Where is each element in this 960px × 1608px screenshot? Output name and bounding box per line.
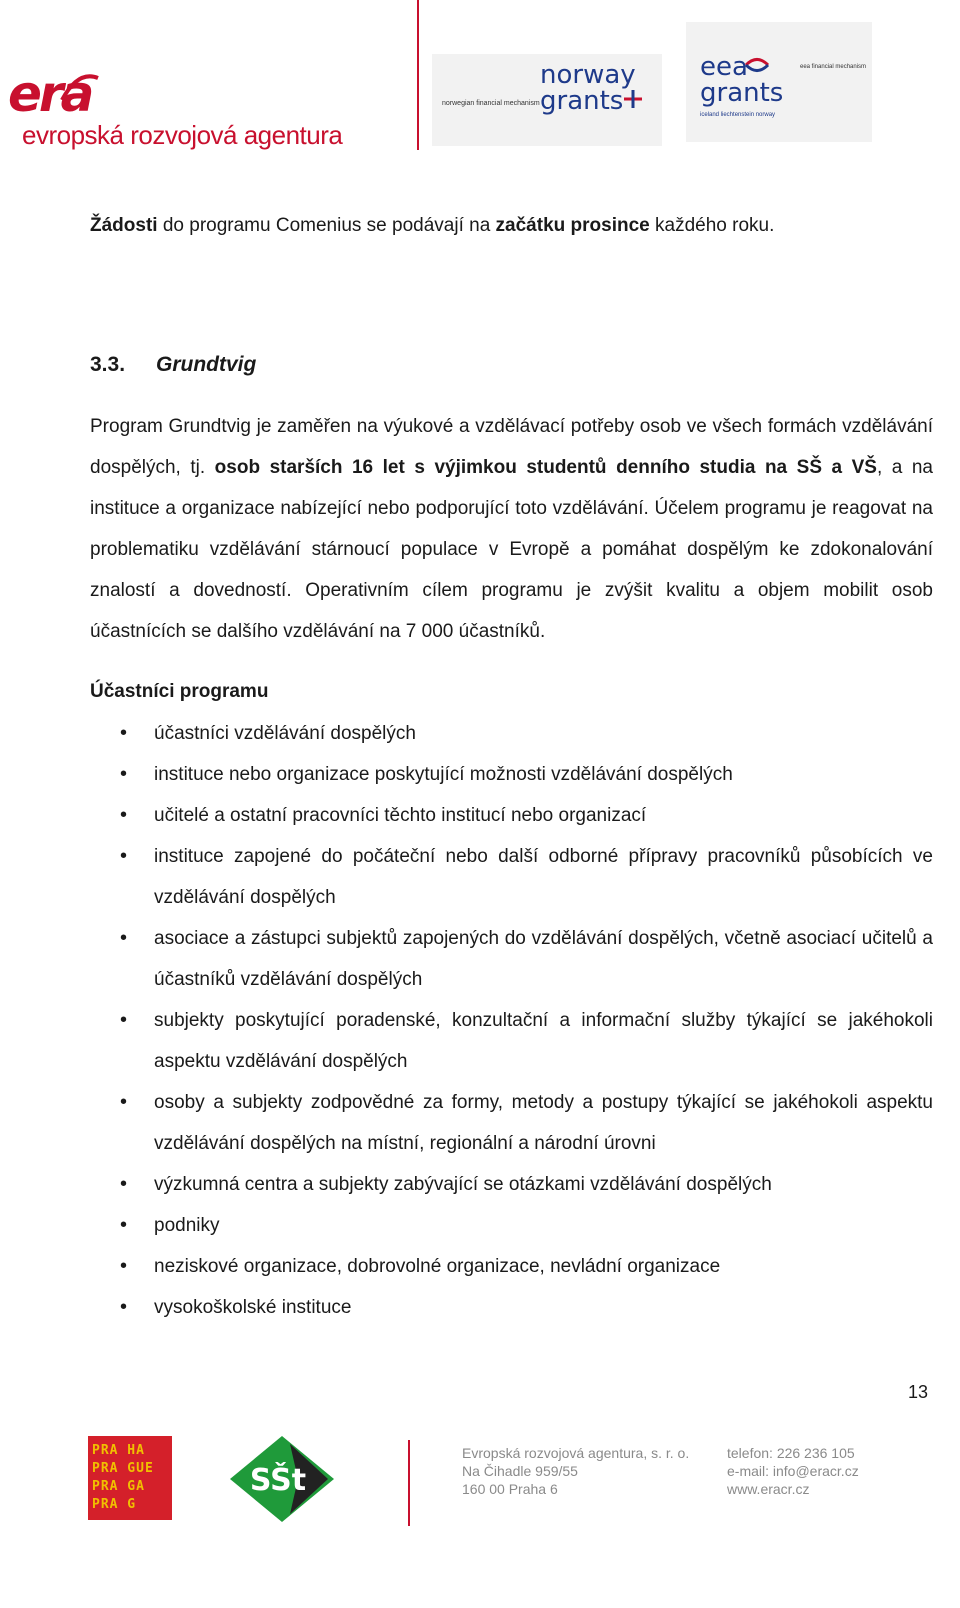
- list-item: • neziskové organizace, dobrovolné organizace, nevládní organizace: [120, 1246, 933, 1287]
- sst-logo: [228, 1434, 336, 1524]
- svg-text:SŠt: SŠt: [249, 1463, 307, 1498]
- list-item: • výzkumná centra a subjekty zabývající se otázkami vzdělávání dospělých: [120, 1164, 933, 1205]
- era-logo-swoosh-icon: [60, 70, 100, 110]
- eea-countries-label: iceland liechtenstein norway: [700, 112, 776, 118]
- era-logo-mark: era: [8, 65, 92, 123]
- section-heading: [90, 345, 256, 385]
- list-item: • instituce nebo organizace poskytující možnosti vzdělávání dospělých: [120, 754, 933, 795]
- list-item: • subjekty poskytující poradenské, konzultační a informační služby týkající se jakéhokoli aspektu vzdělávání dospělých: [120, 1000, 933, 1082]
- participants-heading: Účastníci programu: [90, 681, 269, 702]
- header-divider: [417, 0, 419, 150]
- norway-grants-subtitle: norwegian financial mechanism: [442, 100, 540, 107]
- page-number: 13: [908, 1382, 929, 1402]
- eea-knot-icon: [744, 52, 770, 78]
- list-item: • vysokoškolské instituce: [120, 1287, 933, 1328]
- grants-knot-icon: [622, 88, 644, 110]
- program-description: Program Grundtvig je zaměřen na výukové a vzdělávací potřeby osob ve všech formách vzdělávání dospělých, tj. osob starších 16 let s výjimkou studentů denního studia na SŠ a VŠ, a na instituce a organizace nabízející nebo podporující toto vzdělávání. Účelem programu je reagovat na problematiku vzdělávání stárnoucí populace v Evropě a pomáhat dospělým ke zdokonalování znalostí a dovedností. Operativním cílem programu je zvýšit kvalitu a objem mobilit osob účastnících se dalšího vzdělávání na 7 000 účastníků.: [90, 416, 934, 642]
- list-item: • účastníci vzdělávání dospělých: [120, 713, 933, 754]
- praha-logo: PRA HA PRA GUE PRA GA PRA G: [88, 1436, 172, 1520]
- list-item: • asociace a zástupci subjektů zapojených do vzdělávání dospělých, včetně asociací učitelů a účastníků vzdělávání dospělých: [120, 918, 933, 1000]
- footer-contact: telefon: 226 236 105 e-mail: info@eracr.cz www.eracr.cz: [727, 1445, 859, 1497]
- list-item: • učitelé a ostatní pracovníci těchto institucí nebo organizací: [120, 795, 933, 836]
- list-item: • instituce zapojené do počáteční nebo další odborné přípravy pracovníků působících ve vzdělávání dospělých: [120, 836, 933, 918]
- footer-divider: [408, 1440, 410, 1526]
- section-title: Grundtvig: [156, 353, 257, 376]
- eea-grants-title: eea grants: [700, 52, 784, 108]
- participants-list: [120, 713, 933, 1328]
- list-item: • podniky: [120, 1205, 933, 1246]
- list-item: • osoby a subjekty zodpovědné za formy, metody a postupy týkající se jakéhokoli aspektu vzdělávání dospělých na místní, regionální a národní úrovni: [120, 1082, 933, 1164]
- norway-grants-title: norway grants: [540, 60, 636, 116]
- section-number: 3.3.: [90, 353, 126, 376]
- eea-financial-mechanism-label: eea financial mechanism: [800, 64, 867, 70]
- era-logo-name: evropská rozvojová agentura: [22, 120, 343, 150]
- intro-sentence: Žádosti do programu Comenius se podávají na začátku prosince každého roku.: [90, 215, 775, 236]
- footer-address: Evropská rozvojová agentura, s. r. o. Na Čihadle 959/55 160 00 Praha 6: [462, 1445, 690, 1497]
